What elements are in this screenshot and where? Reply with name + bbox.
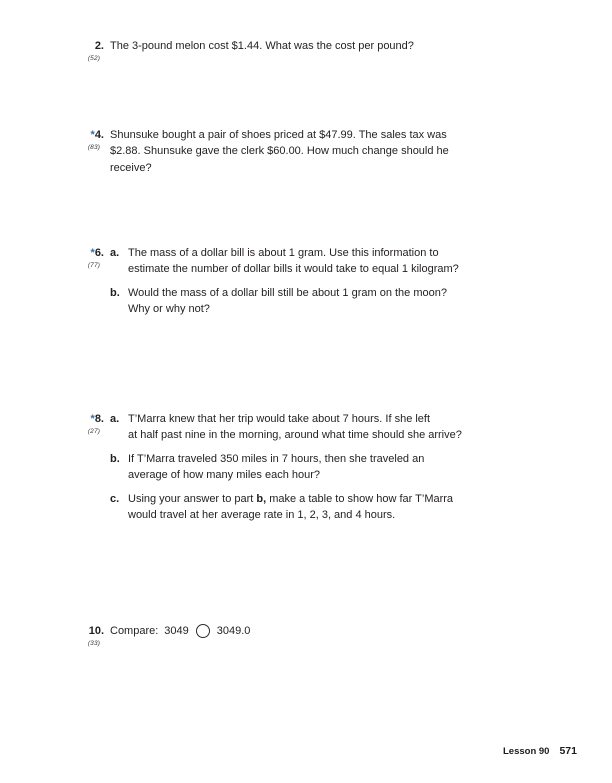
lesson-reference: (27) bbox=[87, 427, 101, 435]
comparison-expression bbox=[110, 623, 250, 639]
problem-text-line: at half past nine in the morning, around what time should she arrive? bbox=[128, 429, 462, 442]
text-segment: make a table to show how far T’Marra bbox=[266, 492, 454, 505]
lesson-reference: (52) bbox=[87, 54, 101, 62]
problem-text-line: would travel at her average rate in 1, 2, 3, and 4 hours. bbox=[128, 509, 396, 522]
part-a bbox=[110, 411, 462, 444]
compare-right-value: 3049.0 bbox=[216, 625, 251, 637]
part-c bbox=[110, 491, 462, 524]
bold-text-segment: b, bbox=[256, 492, 267, 505]
problem-text-line: receive? bbox=[110, 161, 152, 174]
problem-number-column bbox=[84, 623, 104, 647]
part-letter: b. bbox=[110, 452, 120, 465]
footer-lesson-label: Lesson 90 bbox=[503, 746, 550, 757]
problem-content bbox=[110, 411, 462, 523]
star-marker: * bbox=[90, 129, 95, 141]
comparison-circle bbox=[196, 624, 210, 638]
problem-number-column bbox=[84, 127, 104, 176]
compare-left-value: 3049 bbox=[164, 625, 189, 637]
problem-text-line bbox=[128, 491, 453, 507]
problem-number: 4. bbox=[94, 129, 104, 141]
page-footer bbox=[503, 745, 577, 757]
lesson-reference: (33) bbox=[87, 639, 101, 647]
part-text bbox=[128, 491, 453, 524]
part-b bbox=[110, 451, 462, 484]
problem-text-line: The mass of a dollar bill is about 1 gram. Use this information to bbox=[128, 247, 439, 259]
star-marker: * bbox=[90, 247, 95, 259]
part-text bbox=[128, 451, 424, 484]
problem-2 bbox=[84, 38, 414, 62]
problem-content bbox=[110, 623, 250, 639]
lesson-reference: (77) bbox=[87, 261, 101, 269]
compare-label: Compare: bbox=[110, 625, 159, 637]
part-letter: a. bbox=[110, 413, 120, 425]
part-text bbox=[128, 245, 459, 278]
problem-8 bbox=[84, 411, 462, 523]
part-letter: a. bbox=[110, 247, 120, 259]
problem-text-line: $2.88. Shunsuke gave the clerk $60.00. How much change should he bbox=[110, 145, 449, 158]
problem-content bbox=[110, 245, 459, 318]
problem-text-line: If T’Marra traveled 350 miles in 7 hours, then she traveled an bbox=[128, 452, 425, 465]
problem-text-line: estimate the number of dollar bills it would take to equal 1 kilogram? bbox=[128, 263, 459, 276]
part-text bbox=[128, 285, 447, 318]
part-text bbox=[128, 411, 462, 444]
part-letter: b. bbox=[110, 286, 120, 299]
problem-6 bbox=[84, 245, 459, 318]
problem-10 bbox=[84, 623, 251, 647]
lesson-reference: (83) bbox=[87, 143, 101, 151]
problem-number-column bbox=[84, 245, 104, 318]
problem-4 bbox=[84, 127, 449, 176]
problem-text-line: The 3-pound melon cost $1.44. What was the cost per pound? bbox=[110, 40, 414, 52]
text-segment: Using your answer to part bbox=[128, 492, 257, 505]
problem-text-line: Shunsuke bought a pair of shoes priced at $47.99. The sales tax was bbox=[110, 129, 447, 141]
part-letter: c. bbox=[110, 492, 120, 505]
problem-content bbox=[110, 38, 414, 54]
problem-number-column bbox=[84, 38, 104, 62]
problem-number: 6. bbox=[94, 247, 104, 259]
part-a bbox=[110, 245, 459, 278]
problem-text-line: average of how many miles each hour? bbox=[128, 469, 320, 482]
problem-number-column bbox=[84, 411, 104, 523]
problem-content bbox=[110, 127, 449, 176]
problem-number: 2. bbox=[94, 40, 104, 52]
problem-number: 8. bbox=[94, 413, 104, 425]
part-b bbox=[110, 285, 459, 318]
problem-number: 10. bbox=[88, 625, 104, 637]
star-marker: * bbox=[90, 413, 95, 425]
problem-text-line: Would the mass of a dollar bill still be about 1 gram on the moon? bbox=[128, 286, 447, 299]
problem-text-line: Why or why not? bbox=[128, 303, 210, 316]
problem-text-line: T’Marra knew that her trip would take about 7 hours. If she left bbox=[128, 413, 431, 425]
footer-page-number: 571 bbox=[559, 745, 577, 757]
